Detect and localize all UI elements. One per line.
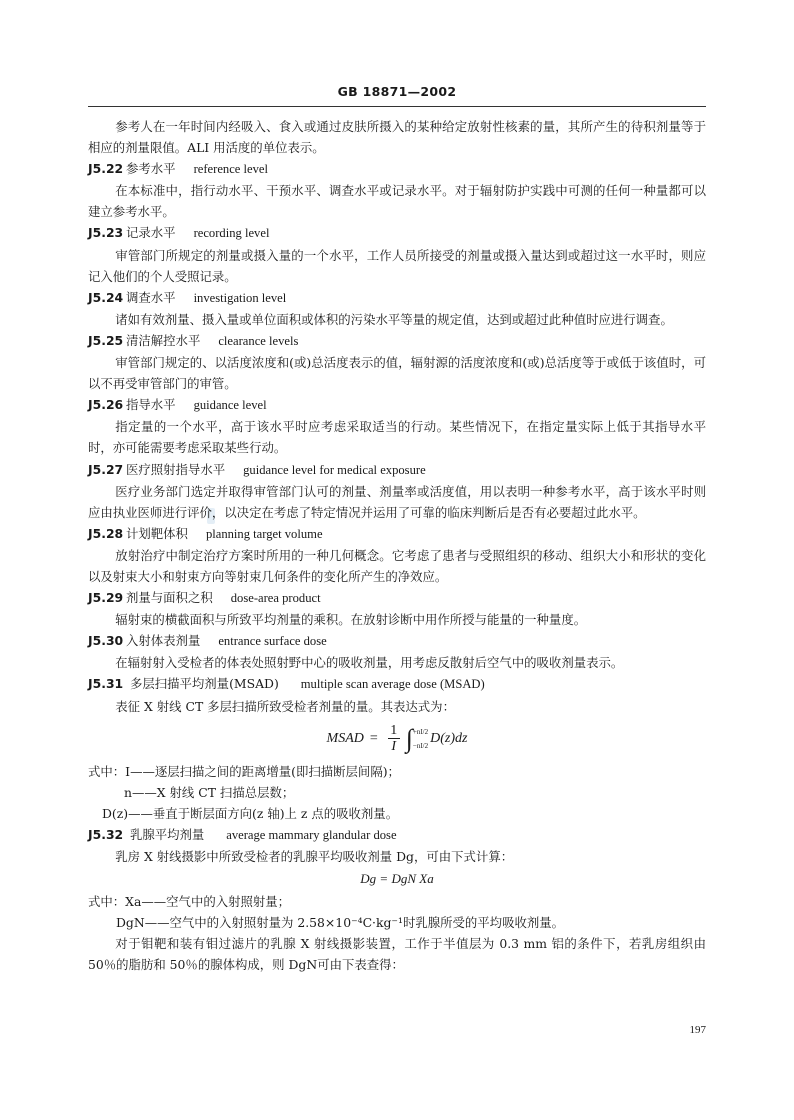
- header-rule: [88, 106, 706, 107]
- entry-body: 在辐射射入受检者的体表处照射野中心的吸收剂量，用考虑反散射后空气中的吸收剂量表示。: [115, 655, 624, 671]
- entries-list: [88, 158, 706, 673]
- integrand: D(z)dz: [430, 731, 468, 747]
- integral-upper: +nI/2: [412, 727, 429, 736]
- entry-term-en: reference level: [193, 162, 269, 177]
- entry-body: 审管部门规定的、以活度浓度和(或)总活度表示的值，辐射源的活度浓度和(或)总活度等于或低于该值时，可以不再受审管部门的审管。: [88, 355, 706, 392]
- entry-number: J5.23: [88, 225, 124, 241]
- entry-term-zh: 参考水平: [126, 161, 176, 177]
- entry-term-zh: 剂量与面积之积: [126, 590, 213, 606]
- entry-term-zh: 计划靶体积: [126, 525, 188, 541]
- intro-paragraph: 参考人在一年时间内经吸入、食入或通过皮肤所摄入的某种给定放射性核素的量，其所产生的待积剂量等于相应的剂量限值。ALI 用活度的单位表示。: [88, 119, 706, 156]
- definition-line: D(z)——垂直于断层面方向(z 轴)上 z 点的吸收剂量。: [102, 805, 399, 821]
- definition-line: DgN——空气中的入射照射量为 2.58×10⁻⁴C·kg⁻¹时乳腺所受的平均吸收剂量。: [116, 915, 565, 931]
- entry-term-en: clearance levels: [218, 333, 299, 348]
- entry-heading: [88, 587, 706, 609]
- entry-term-en: multiple scan average dose (MSAD): [300, 677, 485, 692]
- fraction-denominator: I: [391, 739, 397, 755]
- entry-number: J5.24: [88, 289, 124, 305]
- entry-term-en: investigation level: [193, 290, 287, 305]
- integral-limits: [413, 725, 428, 753]
- entry-number: J5.29: [88, 590, 124, 606]
- entry-number: J5.32: [88, 826, 124, 842]
- entry-heading: [88, 459, 706, 481]
- entry-body: 表征 X 射线 CT 多层扫描所致受检者剂量的量。其表达式为：: [115, 698, 455, 714]
- entry-term-en: average mammary glandular dose: [226, 827, 397, 842]
- entry-number: J5.31: [88, 676, 124, 692]
- entry-term-en: planning target volume: [205, 526, 323, 541]
- entry-body: 辐射束的横截面积与所致平均剂量的乘积。在放射诊断中用作所授与能量的一种量度。: [115, 612, 587, 628]
- definition-line: 式中：I——逐层扫描之间的距离增量(即扫描断层间隔)；: [88, 763, 400, 779]
- entry-body: 在本标准中，指行动水平、干预水平、调查水平或记录水平。对于辐射防护实践中可测的任何一种量都可以建立参考水平。: [88, 183, 706, 220]
- entry-term-zh: 指导水平: [126, 397, 176, 413]
- entry-body: 审管部门所规定的剂量或摄入量的一个水平，工作人员所接受的剂量或摄入量达到或超过这一水平时，则应记入他们的个人受照记录。: [88, 247, 706, 284]
- entry-term-zh: 记录水平: [126, 225, 176, 241]
- definition-line: 式中：Xa——空气中的入射照射量；: [88, 894, 291, 910]
- entry-number: J5.22: [88, 161, 124, 177]
- entry-term-zh: 入射体表剂量: [126, 633, 201, 649]
- entry-number: J5.28: [88, 525, 124, 541]
- integral-sign: ∫: [405, 723, 413, 753]
- entry-term-en: guidance level for medical exposure: [243, 462, 426, 477]
- entry-term-zh: 乳腺平均剂量: [129, 826, 205, 842]
- entry-body: 乳房 X 射线摄影中所致受检者的乳腺平均吸收剂量 Dg，可由下式计算：: [115, 849, 514, 864]
- entry-number: J5.30: [88, 633, 124, 649]
- entry-heading: [88, 222, 706, 244]
- closing-paragraph: 对于钼靶和装有钼过滤片的乳腺 X 射线摄影装置，工作于半值层为 0.3 mm 铝的条件下，若乳房组织由 50％的脂肪和 50％的腺体构成，则 DgN可由下表查得：: [88, 936, 706, 973]
- entry-heading: [88, 394, 706, 416]
- entry-term-en: entrance surface dose: [218, 634, 327, 649]
- page-number: 197: [689, 1024, 706, 1036]
- entry-term-zh: 调查水平: [126, 289, 176, 305]
- formula-lhs: MSAD: [326, 731, 364, 747]
- entry-heading: [88, 523, 706, 545]
- entry-heading: [88, 287, 706, 309]
- entry-heading: [88, 630, 706, 652]
- entry-heading: [88, 158, 706, 180]
- entry-term-zh: 医疗照射指导水平: [126, 461, 226, 477]
- entry-number: J5.27: [88, 461, 124, 477]
- entry-term-en: dose-area product: [230, 591, 321, 606]
- entry-heading: [88, 330, 706, 352]
- entry-body: 诸如有效剂量、摄入量或单位面积或体积的污染水平等量的规定值，达到或超过此种值时应进行调查。: [115, 311, 673, 327]
- formula-fraction: [388, 723, 400, 754]
- fraction-numerator: 1: [390, 723, 398, 739]
- entry-heading: [88, 673, 706, 695]
- entry-number: J5.26: [88, 397, 124, 413]
- msad-formula: [88, 717, 706, 761]
- content: [88, 116, 706, 975]
- formula-equals: =: [369, 731, 378, 747]
- integral-lower: −nI/2: [412, 741, 429, 750]
- entry-body: 放射治疗中制定治疗方案时所用的一种几何概念。它考虑了患者与受照组织的移动、组织大小和形状的变化以及射束大小和射束方向等射束几何条件的变化所产生的净效应。: [88, 547, 706, 584]
- entry-number: J5.25: [88, 332, 124, 348]
- entry-term-en: guidance level: [193, 398, 267, 413]
- entry-body: 指定量的一个水平，高于该水平时应考虑采取适当的行动。某些情况下，在指定量实际上低于其指导水平时，亦可能需要考虑采取某些行动。: [88, 419, 706, 456]
- entry-body: 医疗业务部门选定并取得审管部门认可的剂量、剂量率或活度值，用以表明一种参考水平，高于该水平时则应由执业医师进行评价，以决定在考虑了特定情况并运用了可靠的临床判断后是否有必要超过此水平。: [88, 483, 706, 520]
- dg-formula: Dg = DgN Xa: [360, 871, 434, 887]
- entry-heading: [88, 824, 706, 846]
- entry-term-zh: 清洁解控水平: [126, 332, 201, 348]
- standard-header: GB 18871—2002: [337, 84, 457, 99]
- entry-term-zh: 多层扫描平均剂量(MSAD): [129, 676, 279, 692]
- entry-term-en: recording level: [193, 226, 270, 241]
- definition-line: n——X 射线 CT 扫描总层数；: [124, 784, 295, 800]
